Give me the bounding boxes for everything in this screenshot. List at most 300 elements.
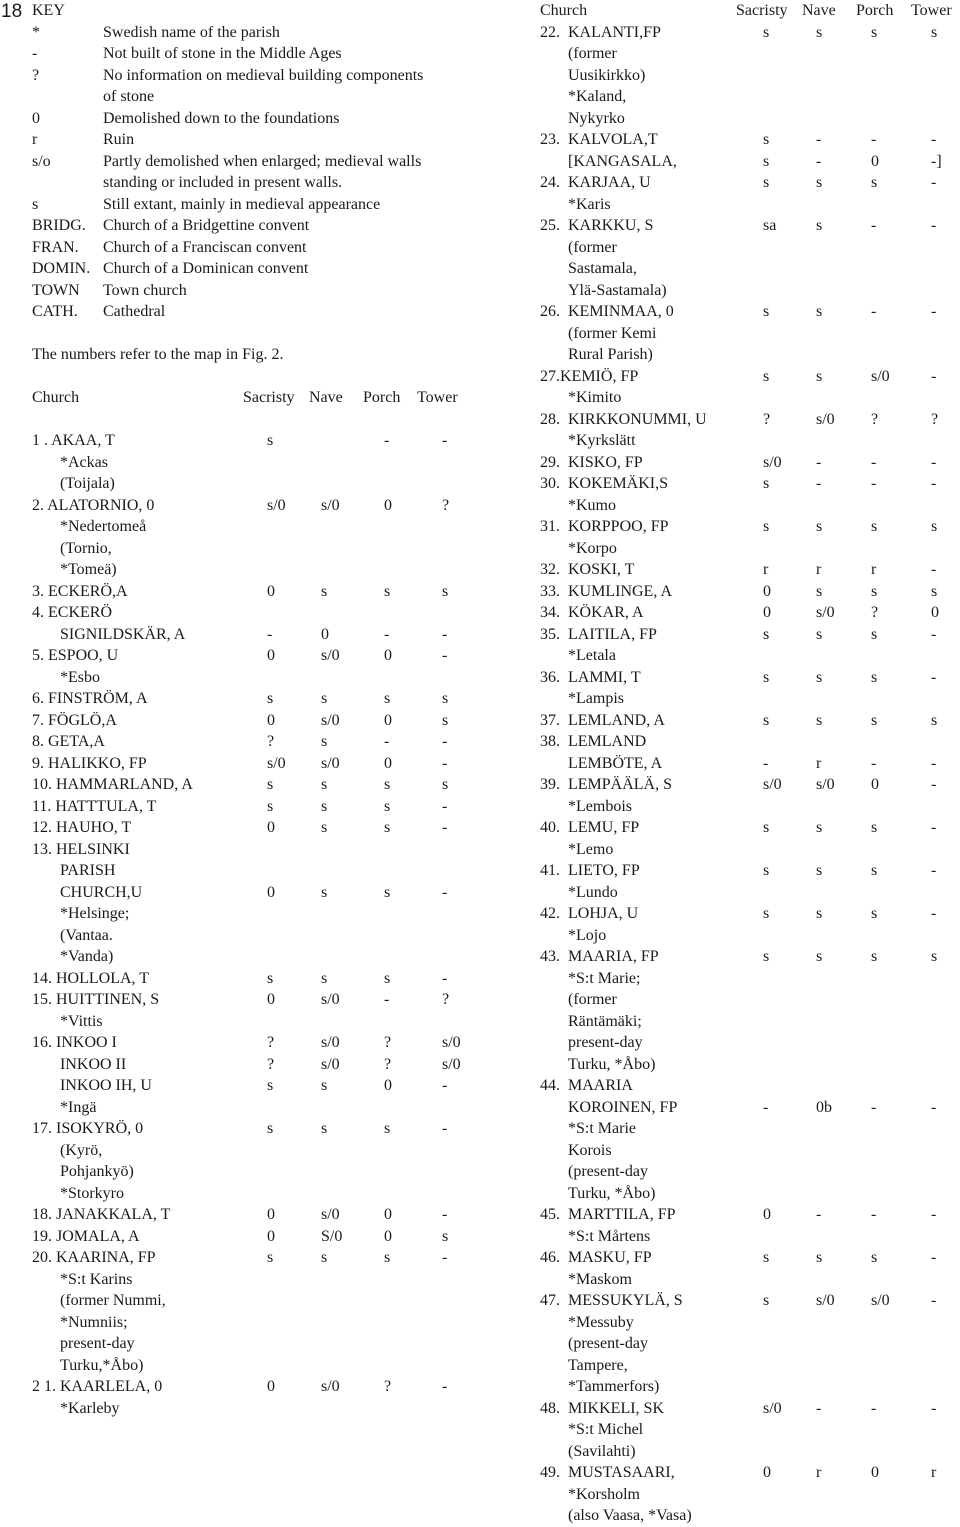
key-title-row [32,0,502,22]
church-row [32,839,502,861]
church-row [540,1376,958,1398]
sacristy-value: 0 [267,1206,275,1223]
header-nave: Nave [802,2,836,19]
church-row [540,1204,958,1226]
tower-value: 0 [931,604,939,621]
sacristy-value: 0 [763,1464,771,1481]
porch-value: s [871,625,878,643]
sacristy-value: s [763,475,770,492]
tower-value: s [442,582,449,600]
right-column [540,0,958,1527]
church-row [32,1204,502,1226]
key-description: Church of a Franciscan convent [103,238,307,256]
tower-value: - [442,647,448,664]
porch-value: ? [384,1034,392,1051]
church-name: 48. MIKKELI, SK [540,1399,664,1417]
church-row [540,989,958,1011]
key-description: of stone [103,88,155,105]
church-name: 16. INKOO I [32,1034,117,1051]
church-row [540,215,958,237]
sacristy-value: 0 [267,883,275,901]
church-row [540,645,958,667]
key-entry-row [32,215,502,237]
sacristy-value: 0 [763,582,771,600]
sacristy-value: s [763,862,770,879]
church-name: *Lojo [568,926,607,944]
church-row [540,1312,958,1334]
church-row [540,237,958,259]
church-name: 30. KOKEMÄKI,S [540,475,668,492]
church-row [32,667,502,689]
nave-value: s/0 [321,1206,340,1223]
right-table-header [540,0,958,22]
porch-value: s [871,948,878,965]
church-row [32,1118,502,1140]
church-row [540,1333,958,1355]
key-entry-row [32,194,502,216]
header-porch: Porch [363,389,401,406]
tower-value: s [931,948,938,965]
tower-value: - [442,754,448,772]
key-description: Church of a Dominican convent [103,260,309,277]
church-row [32,1247,502,1269]
nave-value: 0b [816,1098,832,1116]
header-sacristy: Sacristy [243,389,295,406]
nave-value: s [321,1249,328,1266]
church-name: 10. HAMMARLAND, A [32,776,193,793]
church-name: *Lampis [568,690,624,707]
church-name: 35. LAITILA, FP [540,625,657,643]
porch-value: s [384,776,391,793]
key-list [32,22,502,323]
tower-value: - [931,131,937,148]
nave-value: s [321,776,328,793]
nave-value: s/0 [321,1378,340,1395]
tower-value: - [931,1292,937,1309]
church-row [32,602,502,624]
porch-value: s [871,582,878,600]
church-name: *S:t Michel [568,1421,644,1438]
church-name: 20. KAARINA, FP [32,1249,156,1266]
tower-value: ? [931,410,939,428]
key-description: standing or included in present walls. [103,174,343,191]
sacristy-value: s [763,625,770,643]
tower-value: - [931,561,937,578]
sacristy-value: ? [267,1055,275,1073]
church-row [32,753,502,775]
church-name: 18. JANAKKALA, T [32,1206,171,1223]
tower-value: s [931,23,938,41]
key-symbol: CATH. [32,303,78,320]
tower-value: s [931,518,938,535]
church-name: *Ackas [60,453,108,471]
church-name: (Vantaa. [60,926,113,944]
key-note-row [32,344,502,366]
church-row [32,1312,502,1334]
porch-value: - [384,991,390,1008]
church-row [540,839,958,861]
nave-value: s [321,797,328,815]
church-name: 40. LEMU, FP [540,819,640,836]
church-row [32,430,502,452]
church-name: *Lemo [568,840,614,858]
sacristy-value: s [267,432,274,449]
sacristy-value: s [267,690,274,707]
church-name: *Ingä [60,1098,97,1116]
key-symbol: 0 [32,109,40,127]
church-row [32,1183,502,1205]
sacristy-value: ? [267,1034,275,1051]
church-row [32,774,502,796]
tower-value: - [442,969,448,987]
church-row [540,1075,958,1097]
church-row [540,946,958,968]
nave-value: s [321,1077,328,1094]
church-row [540,817,958,839]
church-row [540,624,958,646]
header-nave: Nave [309,389,343,406]
porch-value: - [871,754,877,772]
church-row [540,280,958,302]
church-name: 2 1. KAARLELA, 0 [32,1378,163,1395]
porch-value: s [871,23,878,41]
church-name: 44. MAARIA [540,1077,633,1094]
key-entry-row [32,172,502,194]
church-name: 6. FINSTRÖM, A [32,690,148,707]
porch-value: - [871,131,877,148]
nave-value: s [816,819,823,836]
porch-value: - [384,733,390,750]
church-row [540,1398,958,1420]
church-name: Rural Parish) [568,346,653,363]
church-row [540,559,958,581]
header-church: Church [540,2,588,19]
church-row [32,1226,502,1248]
key-description: Still extant, mainly in medieval appearance [103,195,381,213]
church-row [32,581,502,603]
tower-value: - [931,453,937,471]
key-entry-row [32,258,502,280]
church-row [540,1269,958,1291]
nave-value: s [816,582,823,600]
church-name: (present-day [568,1335,648,1352]
church-row [32,516,502,538]
church-row [32,538,502,560]
tower-value: s [442,711,449,729]
church-row [32,882,502,904]
nave-value: s/0 [321,711,340,729]
church-name: 17. ISOKYRÖ, 0 [32,1120,144,1137]
left-column [32,0,502,1419]
nave-value: s/0 [321,1034,340,1051]
nave-value: s [816,23,823,41]
sacristy-value: s [763,174,770,191]
church-name: *S:t Karins [60,1270,133,1288]
key-symbol: ? [32,66,40,84]
church-row [32,624,502,646]
church-name: *Karis [568,195,611,213]
tower-value: - [931,668,937,686]
key-entry-row [32,129,502,151]
church-name: 29. KISKO, FP [540,453,643,471]
church-name: 3. ECKERÖ,A [32,582,128,600]
church-name: 45. MARTTILA, FP [540,1206,676,1223]
church-row [540,731,958,753]
nave-value: s/0 [816,776,835,793]
church-row [540,151,958,173]
porch-value: s [871,905,878,922]
church-row [32,1097,502,1119]
sacristy-value: s [267,969,274,987]
sacristy-value: s [763,948,770,965]
key-symbol: r [32,131,38,148]
porch-value: ? [871,410,879,428]
church-row [540,452,958,474]
church-row [540,1032,958,1054]
key-description: Swedish name of the parish [103,23,280,41]
church-name: SIGNILDSKÄR, A [60,625,186,643]
church-row [540,1419,958,1441]
church-name: 2. ALATORNIO, 0 [32,496,155,514]
nave-value: s [816,174,823,191]
church-name: PARISH [60,862,116,879]
church-name: 39. LEMPÄÄLÄ, S [540,776,673,793]
porch-value: s [384,582,391,600]
nave-value: r [816,561,822,578]
key-entry-row [32,108,502,130]
key-entry-row [32,22,502,44]
church-name: *S:t Marie; [568,969,641,987]
church-name: *S:t Mårtens [568,1227,651,1245]
church-name: 5. ESPOO, U [32,647,119,664]
key-symbol: * [32,23,40,41]
nave-value: s [816,217,823,234]
church-name: *Kaland, [568,88,627,105]
nave-value: - [816,131,822,148]
sacristy-value: ? [763,410,771,428]
sacristy-value: 0 [267,819,275,836]
church-row [540,1140,958,1162]
tower-value: ? [442,496,450,514]
nave-value: s [321,969,328,987]
nave-value: s [816,303,823,320]
tower-value: -] [931,152,942,170]
nave-value: s [321,582,328,600]
sacristy-value: s [763,819,770,836]
church-row [540,344,958,366]
key-entry-row [32,151,502,173]
tower-value: s/0 [442,1034,461,1051]
porch-value: s [871,668,878,686]
church-name: (former [568,238,617,256]
church-name: (Toijala) [60,475,115,492]
church-row [540,194,958,216]
church-name: *Messuby [568,1313,634,1331]
church-row [540,22,958,44]
porch-value: s/0 [871,367,890,385]
porch-value: 0 [384,754,392,772]
porch-value: ? [384,1378,392,1395]
nave-value: r [816,754,822,772]
church-name: *Nedertomeå [60,518,147,535]
church-name: 13. HELSINKI [32,840,130,858]
tower-value: - [442,883,448,901]
church-row [32,559,502,581]
church-row [540,387,958,409]
header-sacristy: Sacristy [736,2,788,19]
porch-value: 0 [871,776,879,793]
church-row [540,43,958,65]
porch-value: s [384,1249,391,1266]
church-row [32,1054,502,1076]
church-row [540,860,958,882]
nave-value: s/0 [321,647,340,664]
church-name: 46. MASKU, FP [540,1249,652,1266]
key-description: Ruin [103,131,135,148]
church-name: Turku,*Åbo) [60,1356,144,1374]
porch-value: ? [384,1055,392,1073]
tower-value: r [931,1464,937,1481]
sacristy-value: 0 [267,991,275,1008]
key-symbol: - [32,45,38,62]
church-name: 14. HOLLOLA, T [32,969,150,987]
church-row [540,1226,958,1248]
church-name: *Kyrkslätt [568,432,636,449]
church-row [540,602,958,624]
church-row [32,452,502,474]
sacristy-value: - [267,625,273,643]
church-name: *Tomeä) [60,561,117,578]
tower-value: - [931,819,937,836]
church-name: 23. KALVOLA,T [540,131,658,148]
church-row [540,1462,958,1484]
key-description: Church of a Bridgettine convent [103,217,310,234]
church-name: 37. LEMLAND, A [540,711,665,729]
sacristy-value: s [267,1249,274,1266]
tower-value: - [931,905,937,922]
porch-value: - [871,1399,877,1417]
church-name: 47. MESSUKYLÄ, S [540,1292,683,1309]
tower-value: - [931,1249,937,1266]
nave-value: s [816,518,823,535]
nave-value: s/0 [321,496,340,514]
church-name: 7. FÖGLÖ,A [32,711,117,729]
tower-value: s [442,1227,449,1245]
church-name: 34. KÖKAR, A [540,604,644,621]
church-row [540,968,958,990]
key-entry-row [32,65,502,87]
header-tower: Tower [417,389,458,406]
key-symbol: BRIDG. [32,217,86,234]
key-symbol: s/o [32,152,51,170]
church-name: *Vanda) [60,948,114,965]
church-row [540,301,958,323]
church-name: *Numniis; [60,1313,128,1331]
church-row [32,1290,502,1312]
tower-value: - [931,1098,937,1116]
church-name: *Esbo [60,668,100,686]
porch-value: s [384,819,391,836]
church-row [540,258,958,280]
church-name: *Storkyro [60,1184,124,1202]
church-name: 31. KORPPOO, FP [540,518,669,535]
church-name: (former [568,45,617,62]
tower-value: - [442,432,448,449]
porch-value: - [871,1098,877,1116]
church-row [540,473,958,495]
sacristy-value: 0 [267,582,275,600]
church-name: *Karleby [60,1399,120,1417]
church-row [32,860,502,882]
nave-value: - [816,453,822,471]
nave-value: s/0 [321,1055,340,1073]
nave-value: - [816,475,822,492]
sacristy-value: 0 [267,647,275,664]
church-name: 19. JOMALA, A [32,1227,140,1245]
porch-value: s [871,1249,878,1266]
header-tower: Tower [911,2,952,19]
tower-value: - [442,819,448,836]
left-church-list [32,430,502,1419]
sacristy-value: s/0 [267,496,286,514]
tower-value: - [931,1206,937,1223]
page-number: 18 [1,1,23,22]
key-entry-row [32,43,502,65]
porch-value: - [871,453,877,471]
church-row [32,903,502,925]
church-name: *Kimito [568,389,622,406]
church-row [32,1269,502,1291]
church-name: [KANGASALA, [568,152,677,170]
porch-value: s/0 [871,1292,890,1309]
tower-value: - [931,754,937,772]
porch-value: r [871,561,877,578]
sacristy-value: r [763,561,769,578]
church-name: *Lundo [568,883,618,901]
church-name: present-day [60,1335,135,1352]
tower-value: - [442,1077,448,1094]
key-title: KEY [32,2,65,19]
nave-value: S/0 [321,1227,343,1245]
sacristy-value: s/0 [763,776,782,793]
church-name: Pohjankyö) [60,1163,134,1180]
church-name: 49. MUSTASAARI, [540,1464,675,1481]
key-symbol: s [32,195,39,213]
church-name: 12. HAUHO, T [32,819,132,836]
key-note: The numbers refer to the map in Fig. 2. [32,346,284,363]
porch-value: s [871,819,878,836]
tower-value: - [442,1378,448,1395]
church-name: CHURCH,U [60,883,143,901]
church-row [540,172,958,194]
key-entry-row [32,86,502,108]
sacristy-value: - [763,1098,769,1116]
tower-value: - [931,217,937,234]
tower-value: - [442,1249,448,1266]
porch-value: 0 [384,496,392,514]
tower-value: - [931,1399,937,1417]
church-row [540,903,958,925]
church-name: (Savilahti) [568,1442,636,1460]
sacristy-value: - [763,754,769,772]
nave-value: s [321,733,328,750]
church-row [32,1161,502,1183]
church-row [540,1441,958,1463]
key-entry-row [32,237,502,259]
sacristy-value: 0 [267,1378,275,1395]
porch-value: 0 [871,152,879,170]
nave-value: s [321,819,328,836]
